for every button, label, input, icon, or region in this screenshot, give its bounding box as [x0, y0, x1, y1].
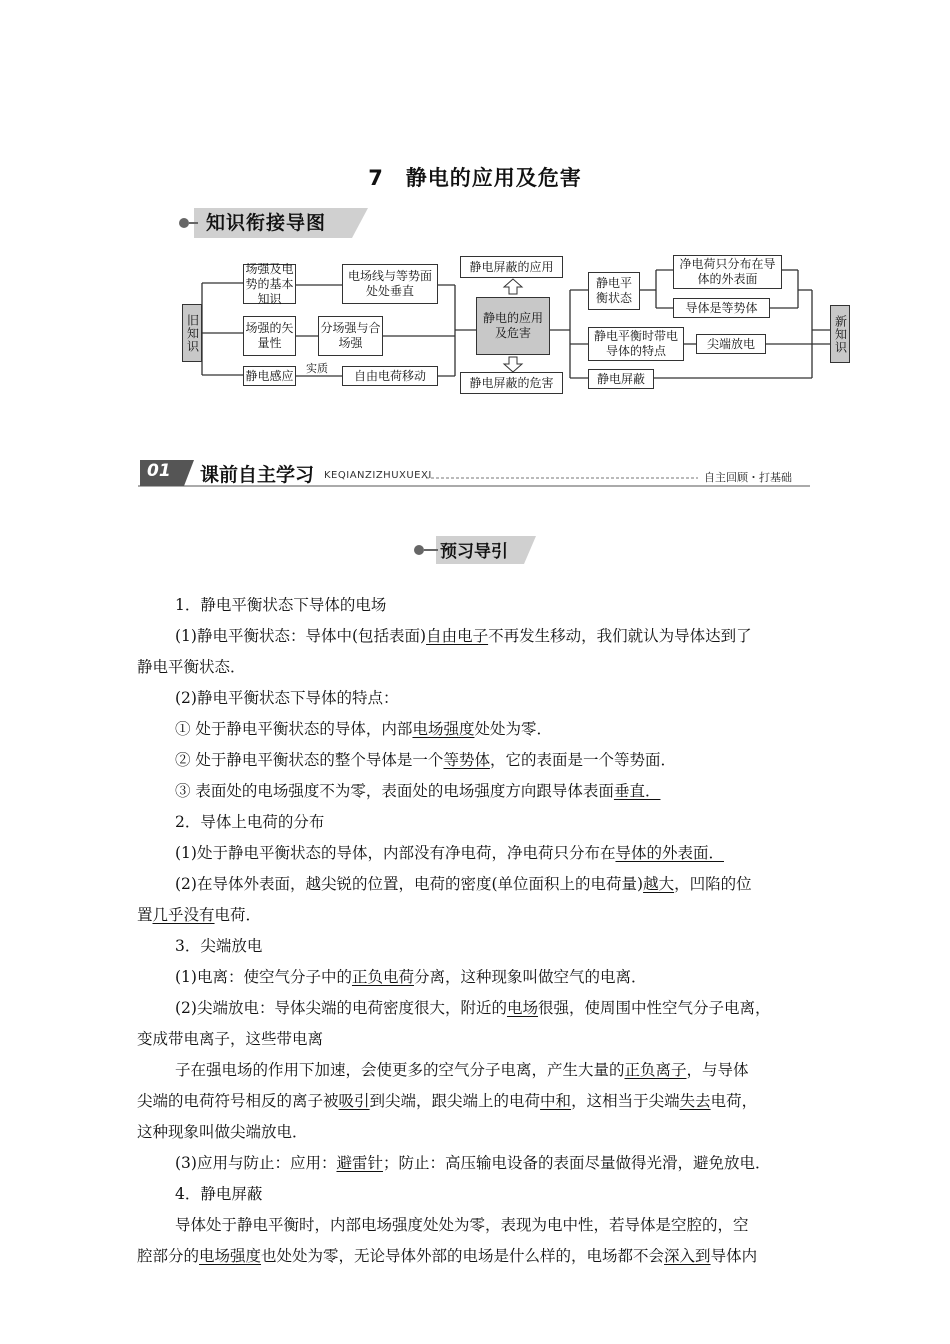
answer-blank: 正负离子: [624, 1061, 687, 1079]
text-line: ③ 表面处的电场强度不为零，表面处的电场强度方向跟导体表面垂直．: [175, 782, 661, 800]
answer-blank: 吸引: [338, 1092, 370, 1110]
map-box-shield-use: 静电屏蔽的应用: [460, 256, 563, 278]
text-line: 腔部分的电场强度也处处为零，无论导体外部的电场是什么样的，电场都不会深入到导体内: [137, 1247, 758, 1265]
map-box-shielding: 静电屏蔽: [588, 369, 654, 389]
heading-4: 4．静电屏蔽: [175, 1185, 263, 1203]
answer-blank: 电场: [506, 999, 538, 1017]
text-line: 导体处于静电平衡时，内部电场强度处处为零，表现为电中性，若导体是空腔的，空: [175, 1216, 749, 1234]
map-box-free-charge: 自由电荷移动: [342, 366, 438, 386]
heading-1: 1．静电平衡状态下导体的电场: [175, 596, 387, 614]
section-pinyin: KEQIANZIZHUXUEXI: [324, 470, 432, 481]
map-box-point-discharge: 尖端放电: [696, 334, 766, 354]
page-title: 7 静电的应用及危害: [368, 166, 582, 190]
arrow-up-icon: [504, 279, 522, 294]
text-line: (2)在导体外表面，越尖锐的位置，电荷的密度(单位面积上的电荷量)越大，凹陷的位: [175, 875, 752, 893]
text-line: ① 处于静电平衡状态的导体，内部电场强度处处为零．: [175, 720, 552, 738]
map-center-topic: 静电的应用及危害: [476, 297, 550, 355]
text-line: (3)应用与防止：应用：避雷针；防止：高压输电设备的表面尽量做得光滑，避免放电．: [175, 1154, 771, 1172]
old-knowledge-label: 旧知识: [182, 304, 202, 362]
map-box-vector: 场强的矢量性: [243, 316, 296, 356]
answer-blank: 失去: [679, 1092, 711, 1110]
answer-blank: 等势体: [443, 751, 490, 769]
knowledge-map-title: 知识衔接导图: [206, 212, 327, 234]
map-box-field-potential: 场强及电势的基本知识: [243, 264, 296, 304]
map-box-net-charge: 净电荷只分布在导体的外表面: [673, 255, 782, 289]
answer-blank: 深入到: [664, 1247, 711, 1265]
text-line: ② 处于静电平衡状态的整个导体是一个等势体，它的表面是一个等势面．: [175, 751, 676, 769]
text-line: (2)静电平衡状态下导体的特点：: [175, 689, 399, 707]
bullet-dot-icon: [414, 545, 424, 555]
text-line: 这种现象叫做尖端放电．: [137, 1123, 308, 1141]
concept-map: [0, 0, 950, 420]
answer-blank: 电场强度: [412, 720, 475, 738]
section-tagline: 自主回顾・打基础: [704, 471, 792, 484]
section-number: 01: [147, 461, 171, 481]
text-line: 静电平衡状态．: [137, 658, 246, 676]
text-line: 置几乎没有电荷．: [137, 906, 262, 924]
new-knowledge-label: 新知识: [830, 305, 850, 363]
preview-guide-title: 预习导引: [440, 542, 508, 562]
text-line: (1)电离：使空气分子中的正负电荷分离，这种现象叫做空气的电离．: [175, 968, 647, 986]
section-header: [138, 458, 810, 488]
map-box-shield-harm: 静电屏蔽的危害: [460, 372, 563, 394]
text-line: 变成带电离子，这些带电离: [137, 1030, 324, 1048]
text-line: (1)处于静电平衡状态的导体，内部没有净电荷，净电荷只分布在导体的外表面．: [175, 844, 724, 862]
heading-2: 2．导体上电荷的分布: [175, 813, 325, 831]
text-line: (1)静电平衡状态：导体中(包括表面)自由电子不再发生移动，我们就认为导体达到了: [175, 627, 752, 645]
map-box-equipotential: 导体是等势体: [673, 298, 770, 318]
map-box-field-line: 电场线与等势面处处垂直: [342, 264, 438, 304]
text-line: 子在强电场的作用下加速，会使更多的空气分子电离，产生大量的正负离子，与导体: [175, 1061, 749, 1079]
heading-3: 3．尖端放电: [175, 937, 263, 955]
body-text: [137, 590, 817, 1272]
answer-blank: 中和: [540, 1092, 572, 1110]
answer-blank: 越大: [643, 875, 675, 893]
answer-blank: 导体的外表面．: [615, 844, 724, 862]
map-box-superposition: 分场强与合场强: [318, 316, 383, 356]
answer-blank: 电场强度: [199, 1247, 262, 1265]
map-box-charged-conductor: 静电平衡时带电导体的特点: [588, 327, 684, 361]
answer-blank: 避雷针: [336, 1154, 383, 1172]
concept-map-lines: [0, 0, 950, 420]
answer-blank: 自由电子: [426, 627, 489, 645]
section-title: 课前自主学习: [200, 464, 315, 486]
map-box-equilibrium: 静电平衡状态: [588, 272, 640, 310]
essence-label: 实质: [306, 362, 328, 375]
answer-blank: 几乎没有: [152, 906, 215, 924]
answer-blank: 垂直．: [613, 782, 661, 800]
text-line: 尖端的电荷符号相反的离子被吸引到尖端，跟尖端上的电荷中和，这相当于尖端失去电荷，: [137, 1092, 758, 1110]
text-line: (2)尖端放电：导体尖端的电荷密度很大，附近的电场很强，使周围中性空气分子电离，: [175, 999, 771, 1017]
map-box-induction: 静电感应: [243, 366, 296, 386]
answer-blank: 正负电荷: [351, 968, 414, 986]
arrow-down-icon: [504, 357, 522, 372]
